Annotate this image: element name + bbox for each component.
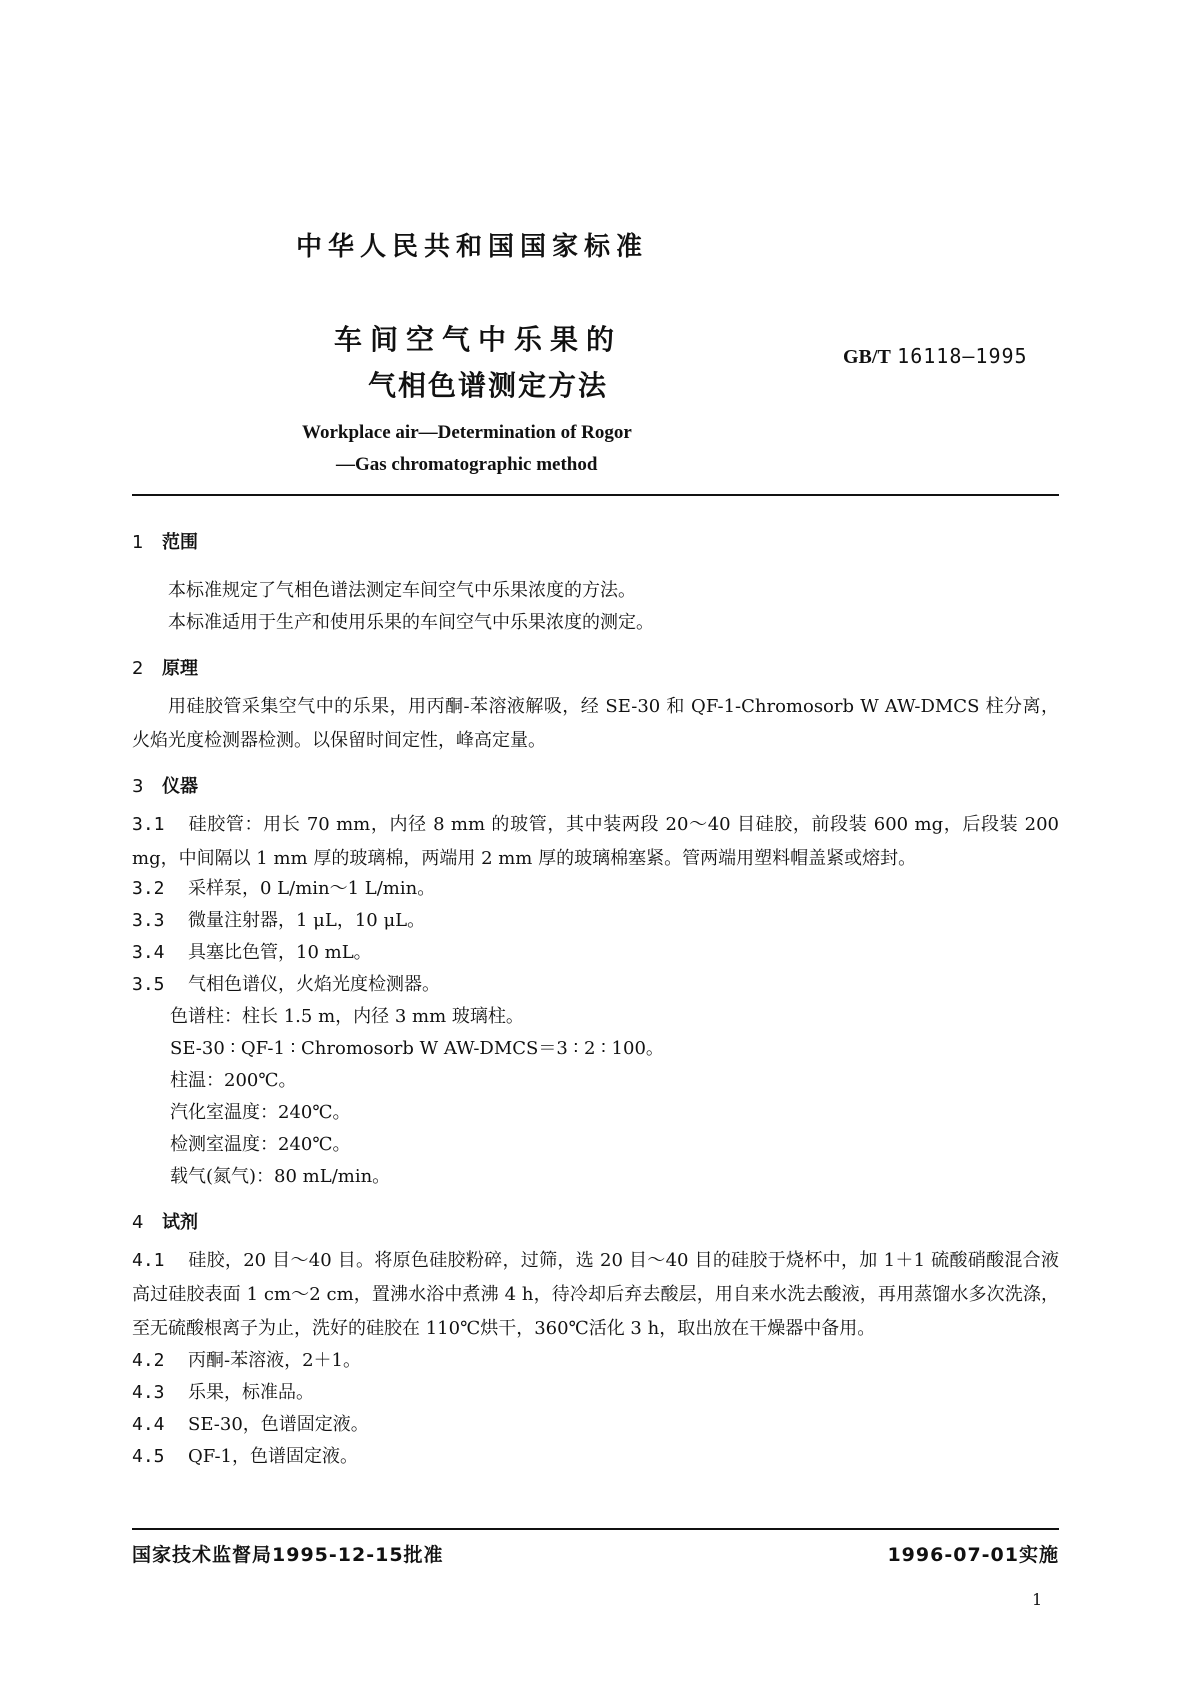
document-title-line1: 车间空气中乐果的 — [334, 323, 623, 356]
item-number: 4.5 — [132, 1446, 165, 1467]
section-4-item-4 — [132, 1410, 369, 1436]
item-text: 硅胶，20 目～40 目。将原色硅胶粉碎，过筛，选 20 目～40 目的硅胶于烧杯中，加 1＋1 硫酸硝酸混合液高过硅胶表面 1 cm～2 cm，置沸水浴中煮沸 4 h，待冷却后弃去酸层，用自来水洗去酸液，再用蒸馏水多次洗涤，至无硫酸根离子为止，洗好的硅胶在 110℃烘干，360℃活化 3 h，取出放在干燥器中备用。 — [132, 1250, 1059, 1339]
carrier-gas-line: 载气(氮气)：80 mL/min。 — [170, 1166, 391, 1187]
section-2-title: 原理 — [162, 658, 198, 679]
implementation-line: 1996-07-01实施 — [887, 1544, 1059, 1566]
item-number: 4.1 — [132, 1250, 165, 1271]
section-3-item-2 — [132, 874, 435, 900]
item-number: 3.2 — [132, 878, 165, 899]
page-number: 1 — [1032, 1590, 1043, 1609]
standard-number — [843, 344, 1028, 369]
section-4-item-5 — [132, 1442, 358, 1468]
footer-divider — [132, 1528, 1059, 1530]
item-number: 4.3 — [132, 1382, 165, 1403]
english-title-line1: Workplace air—Determination of Rogor — [302, 422, 632, 443]
stationary-phase-ratio-line: SE-30 ∶ QF-1 ∶ Chromosorb W AW-DMCS＝3 ∶ 2 ∶ 100。 — [170, 1038, 664, 1059]
section-3-item-3 — [132, 906, 425, 932]
section-2-number: 2 — [132, 658, 144, 679]
section-4-heading — [132, 1208, 198, 1234]
item-number: 4.2 — [132, 1350, 165, 1371]
national-standard-heading: 中华人民共和国国家标准 — [296, 232, 649, 262]
item-text: SE-30，色谱固定液。 — [188, 1414, 369, 1435]
section-2-heading — [132, 654, 198, 680]
detector-temperature-line: 检测室温度：240℃。 — [170, 1134, 351, 1155]
section-3-item-5 — [132, 970, 440, 996]
section-1-paragraph-1: 本标准规定了气相色谱法测定车间空气中乐果浓度的方法。 — [168, 580, 636, 601]
section-3-heading — [132, 772, 198, 798]
section-3-item-4 — [132, 938, 372, 964]
section-3-title: 仪器 — [162, 776, 198, 797]
item-text: 微量注射器，1 μL，10 μL。 — [188, 910, 426, 931]
column-spec-line: 色谱柱：柱长 1.5 m，内径 3 mm 玻璃柱。 — [170, 1006, 524, 1027]
section-3-item-1 — [132, 808, 1059, 876]
section-3-number: 3 — [132, 776, 144, 797]
document-title-line2: 气相色谱测定方法 — [368, 369, 609, 402]
approval-line: 国家技术监督局1995-12-15批准 — [132, 1544, 444, 1566]
section-4-item-2 — [132, 1346, 361, 1372]
vaporizer-temperature-line: 汽化室温度：240℃。 — [170, 1102, 351, 1123]
item-number: 3.5 — [132, 974, 165, 995]
item-number: 4.4 — [132, 1414, 165, 1435]
item-text: 乐果，标准品。 — [188, 1382, 314, 1403]
section-4-title: 试剂 — [162, 1212, 198, 1233]
english-title-line2: —Gas chromatographic method — [336, 454, 598, 475]
item-number: 3.3 — [132, 910, 165, 931]
section-4-item-1 — [132, 1244, 1059, 1346]
section-1-paragraph-2: 本标准适用于生产和使用乐果的车间空气中乐果浓度的测定。 — [168, 612, 654, 633]
standard-prefix: GB/T — [843, 346, 891, 368]
section-1-number: 1 — [132, 532, 144, 553]
section-1-heading — [132, 528, 198, 554]
item-number: 3.1 — [132, 814, 165, 835]
item-text: QF-1，色谱固定液。 — [188, 1446, 358, 1467]
item-text: 丙酮-苯溶液，2＋1。 — [188, 1350, 361, 1371]
column-temperature-line: 柱温：200℃。 — [170, 1070, 297, 1091]
header-divider — [132, 494, 1059, 496]
item-text: 采样泵，0 L/min～1 L/min。 — [188, 878, 436, 899]
section-4-number: 4 — [132, 1212, 144, 1233]
item-text: 具塞比色管，10 mL。 — [188, 942, 372, 963]
section-2-paragraph: 用硅胶管采集空气中的乐果，用丙酮-苯溶液解吸，经 SE-30 和 QF-1-Chromosorb W AW-DMCS 柱分离，火焰光度检测器检测。以保留时间定性，峰高定量。 — [132, 696, 1059, 751]
section-4-item-3 — [132, 1378, 314, 1404]
item-text: 硅胶管：用长 70 mm，内径 8 mm 的玻管，其中装两段 20～40 目硅胶，前段装 600 mg，后段装 200 mg，中间隔以 1 mm 厚的玻璃棉，两端用 2 mm 厚的玻璃棉塞紧。管两端用塑料帽盖紧或熔封。 — [132, 814, 1059, 869]
item-text: 气相色谱仪，火焰光度检测器。 — [188, 974, 440, 995]
standard-code: 16118—1995 — [897, 344, 1028, 368]
section-1-title: 范围 — [162, 532, 198, 553]
item-number: 3.4 — [132, 942, 165, 963]
